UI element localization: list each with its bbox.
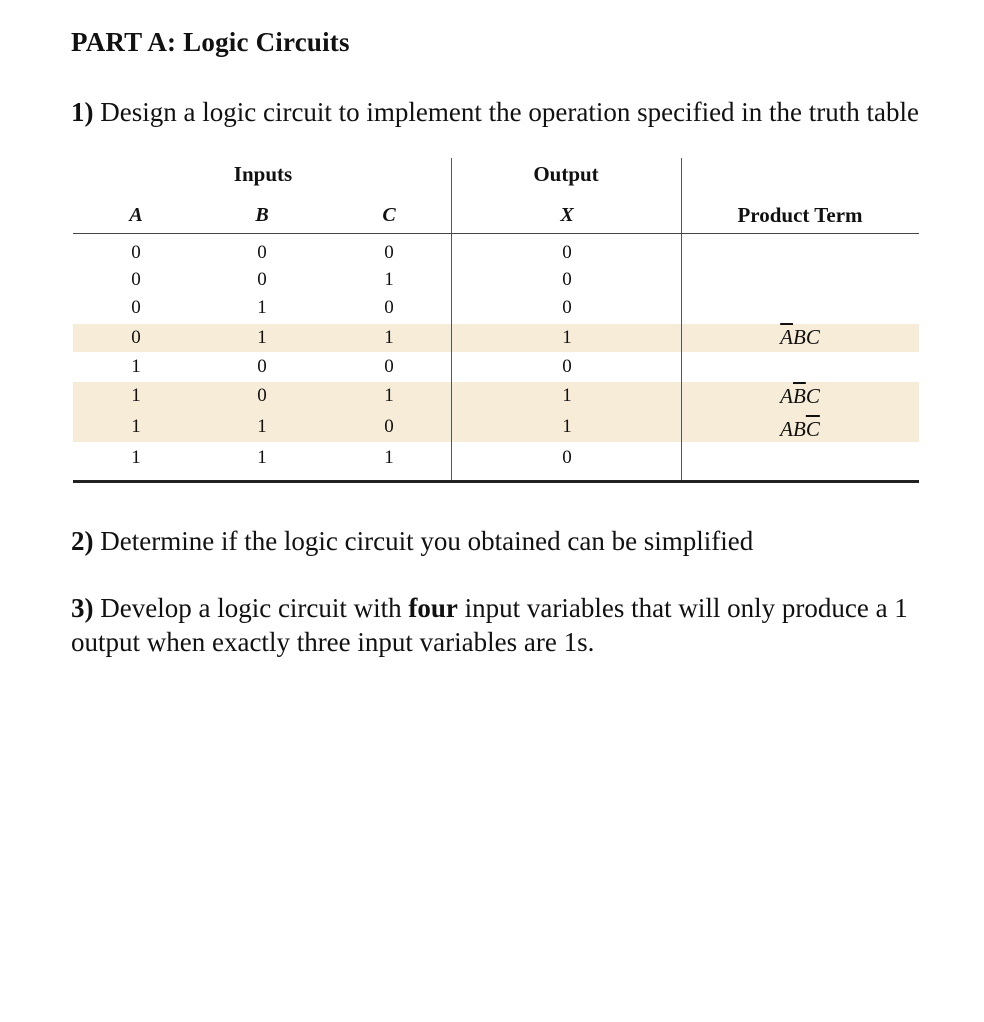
cell-x: 0 bbox=[562, 447, 572, 468]
term-1-b: B bbox=[792, 325, 806, 349]
question-3 bbox=[71, 591, 941, 659]
cell-a: 0 bbox=[131, 297, 141, 318]
cell-b: 1 bbox=[257, 416, 267, 437]
question-2-number: 2) bbox=[71, 526, 94, 556]
cell-a: 1 bbox=[131, 385, 141, 406]
question-2-text: Determine if the logic circuit you obtained can be simplified bbox=[100, 526, 754, 556]
group-header-inputs: Inputs bbox=[233, 162, 293, 186]
cell-c: 0 bbox=[384, 242, 394, 263]
cell-c: 1 bbox=[384, 327, 394, 348]
page-title: PART A: Logic Circuits bbox=[71, 27, 350, 57]
cell-b: 0 bbox=[257, 385, 267, 406]
cell-a: 0 bbox=[131, 242, 141, 263]
term-3-c: $\overline{C}$ bbox=[805, 417, 820, 441]
cell-c: 0 bbox=[384, 356, 394, 377]
cell-a: 1 bbox=[131, 447, 141, 468]
group-header-output: Output bbox=[533, 162, 599, 186]
question-1-number: 1) bbox=[71, 97, 94, 127]
bottom-rule bbox=[73, 480, 919, 483]
column-header-product-term: Product Term bbox=[737, 203, 863, 227]
term-2-b: $\overline{B}$ bbox=[792, 384, 806, 408]
question-2 bbox=[71, 524, 941, 558]
cell-x: 0 bbox=[562, 269, 572, 290]
cell-c: 1 bbox=[384, 385, 394, 406]
cell-a: 0 bbox=[131, 327, 141, 348]
cell-x: 0 bbox=[562, 242, 572, 263]
question-3-emphasis: four bbox=[408, 593, 458, 623]
term-3-a: A bbox=[780, 417, 793, 441]
cell-c: 1 bbox=[384, 447, 394, 468]
cell-c: 1 bbox=[384, 269, 394, 290]
question-1-text: Design a logic circuit to implement the operation specified in the truth table bbox=[100, 97, 920, 127]
cell-x: 1 bbox=[562, 416, 572, 437]
column-header-c: C bbox=[382, 204, 396, 226]
cell-x: 0 bbox=[562, 297, 572, 318]
question-3-number: 3) bbox=[71, 593, 94, 623]
term-2-a: A bbox=[780, 384, 793, 408]
term-1-c: C bbox=[805, 325, 820, 349]
divider-output-term bbox=[681, 158, 682, 482]
header-rule bbox=[73, 233, 919, 234]
cell-b: 1 bbox=[257, 447, 267, 468]
cell-x: 1 bbox=[562, 327, 572, 348]
divider-inputs-output bbox=[451, 158, 452, 482]
product-term-2 bbox=[780, 384, 820, 409]
cell-b: 0 bbox=[257, 269, 267, 290]
term-1-a: $\overline{A}$ bbox=[780, 325, 793, 349]
question-1 bbox=[71, 95, 941, 129]
cell-a: 1 bbox=[131, 416, 141, 437]
cell-a: 0 bbox=[131, 269, 141, 290]
column-header-x: X bbox=[560, 204, 574, 226]
truth-table bbox=[73, 158, 919, 484]
cell-a: 1 bbox=[131, 356, 141, 377]
product-term-1 bbox=[780, 325, 820, 350]
cell-c: 0 bbox=[384, 297, 394, 318]
term-3-b: B bbox=[792, 417, 806, 441]
cell-b: 1 bbox=[257, 327, 267, 348]
cell-b: 0 bbox=[257, 242, 267, 263]
product-term-3 bbox=[780, 417, 820, 442]
column-header-b: B bbox=[255, 204, 269, 226]
cell-c: 0 bbox=[384, 416, 394, 437]
cell-b: 1 bbox=[257, 297, 267, 318]
cell-x: 1 bbox=[562, 385, 572, 406]
question-3-text-after: input variables that will only produce a 1 output when exactly three input variables are 1s. bbox=[71, 593, 908, 657]
term-2-c: C bbox=[805, 384, 820, 408]
question-3-text-before: Develop a logic circuit with bbox=[100, 593, 402, 623]
cell-x: 0 bbox=[562, 356, 572, 377]
cell-b: 0 bbox=[257, 356, 267, 377]
column-header-a: A bbox=[129, 204, 143, 226]
